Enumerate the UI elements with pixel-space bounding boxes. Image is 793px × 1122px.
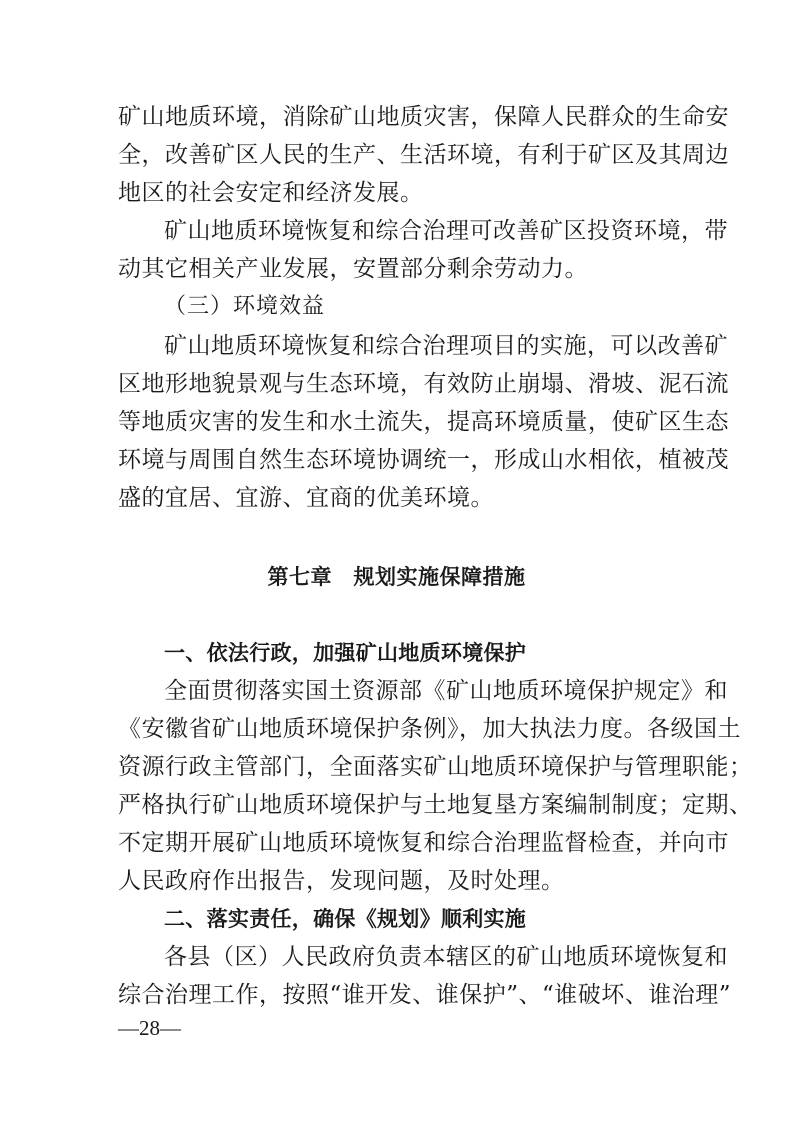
subheading-environmental-benefits: （三）环境效益: [164, 294, 326, 319]
paragraph-4-line-3: 资源行政主管部门，全面落实矿山地质环境保护与管理职能；: [118, 754, 753, 780]
paragraph-1-line-3: 地区的社会安定和经济发展。: [118, 180, 424, 206]
paragraph-4-line-6: 人民政府作出报告，发现问题，及时处理。: [118, 868, 565, 894]
paragraph-4-line-5: 不定期开展矿山地质环境恢复和综合治理监督检查，并向市: [118, 830, 729, 856]
section-2-title: 二、落实责任，确保《规划》顺利实施: [164, 907, 527, 931]
paragraph-5-line-1: 各县（区）人民政府负责本辖区的矿山地质环境恢复和: [164, 944, 728, 970]
paragraph-2-line-2: 动其它相关产业发展，安置部分剩余劳动力。: [118, 256, 588, 282]
paragraph-4-line-1: 全面贯彻落实国土资源部《矿山地质环境保护规定》和: [164, 678, 728, 704]
paragraph-1-line-2: 全，改善矿区人民的生产、生活环境，有利于矿区及其周边: [118, 142, 729, 168]
paragraph-3-line-4: 环境与周围自然生态环境协调统一，形成山水相依，植被茂: [118, 447, 729, 473]
section-1-title: 一、依法行政，加强矿山地质环境保护: [164, 641, 527, 665]
paragraph-5-line-2: 综合治理工作，按照“谁开发、谁保护”、“谁破坏、谁治理”: [118, 982, 732, 1008]
paragraph-3-line-3: 等地质灾害的发生和水土流失，提高环境质量，使矿区生态: [118, 409, 729, 435]
chapter-title: 第七章 规划实施保障措施: [267, 565, 526, 589]
paragraph-2-line-1: 矿山地质环境恢复和综合治理可改善矿区投资环境，带: [164, 218, 728, 244]
paragraph-4-line-2: 《安徽省矿山地质环境保护条例》，加大执法力度。各级国土: [118, 716, 741, 742]
page-number: —28—: [118, 1016, 181, 1040]
paragraph-3-line-2: 区地形地貌景观与生态环境，有效防止崩塌、滑坡、泥石流: [118, 371, 729, 397]
paragraph-3-line-1: 矿山地质环境恢复和综合治理项目的实施，可以改善矿: [164, 333, 728, 359]
paragraph-1-line-1: 矿山地质环境，消除矿山地质灾害，保障人民群众的生命安: [118, 104, 729, 130]
paragraph-4-line-4: 严格执行矿山地质环境保护与土地复垦方案编制制度；定期、: [118, 792, 753, 818]
paragraph-3-line-5: 盛的宜居、宜游、宜商的优美环境。: [118, 485, 494, 511]
